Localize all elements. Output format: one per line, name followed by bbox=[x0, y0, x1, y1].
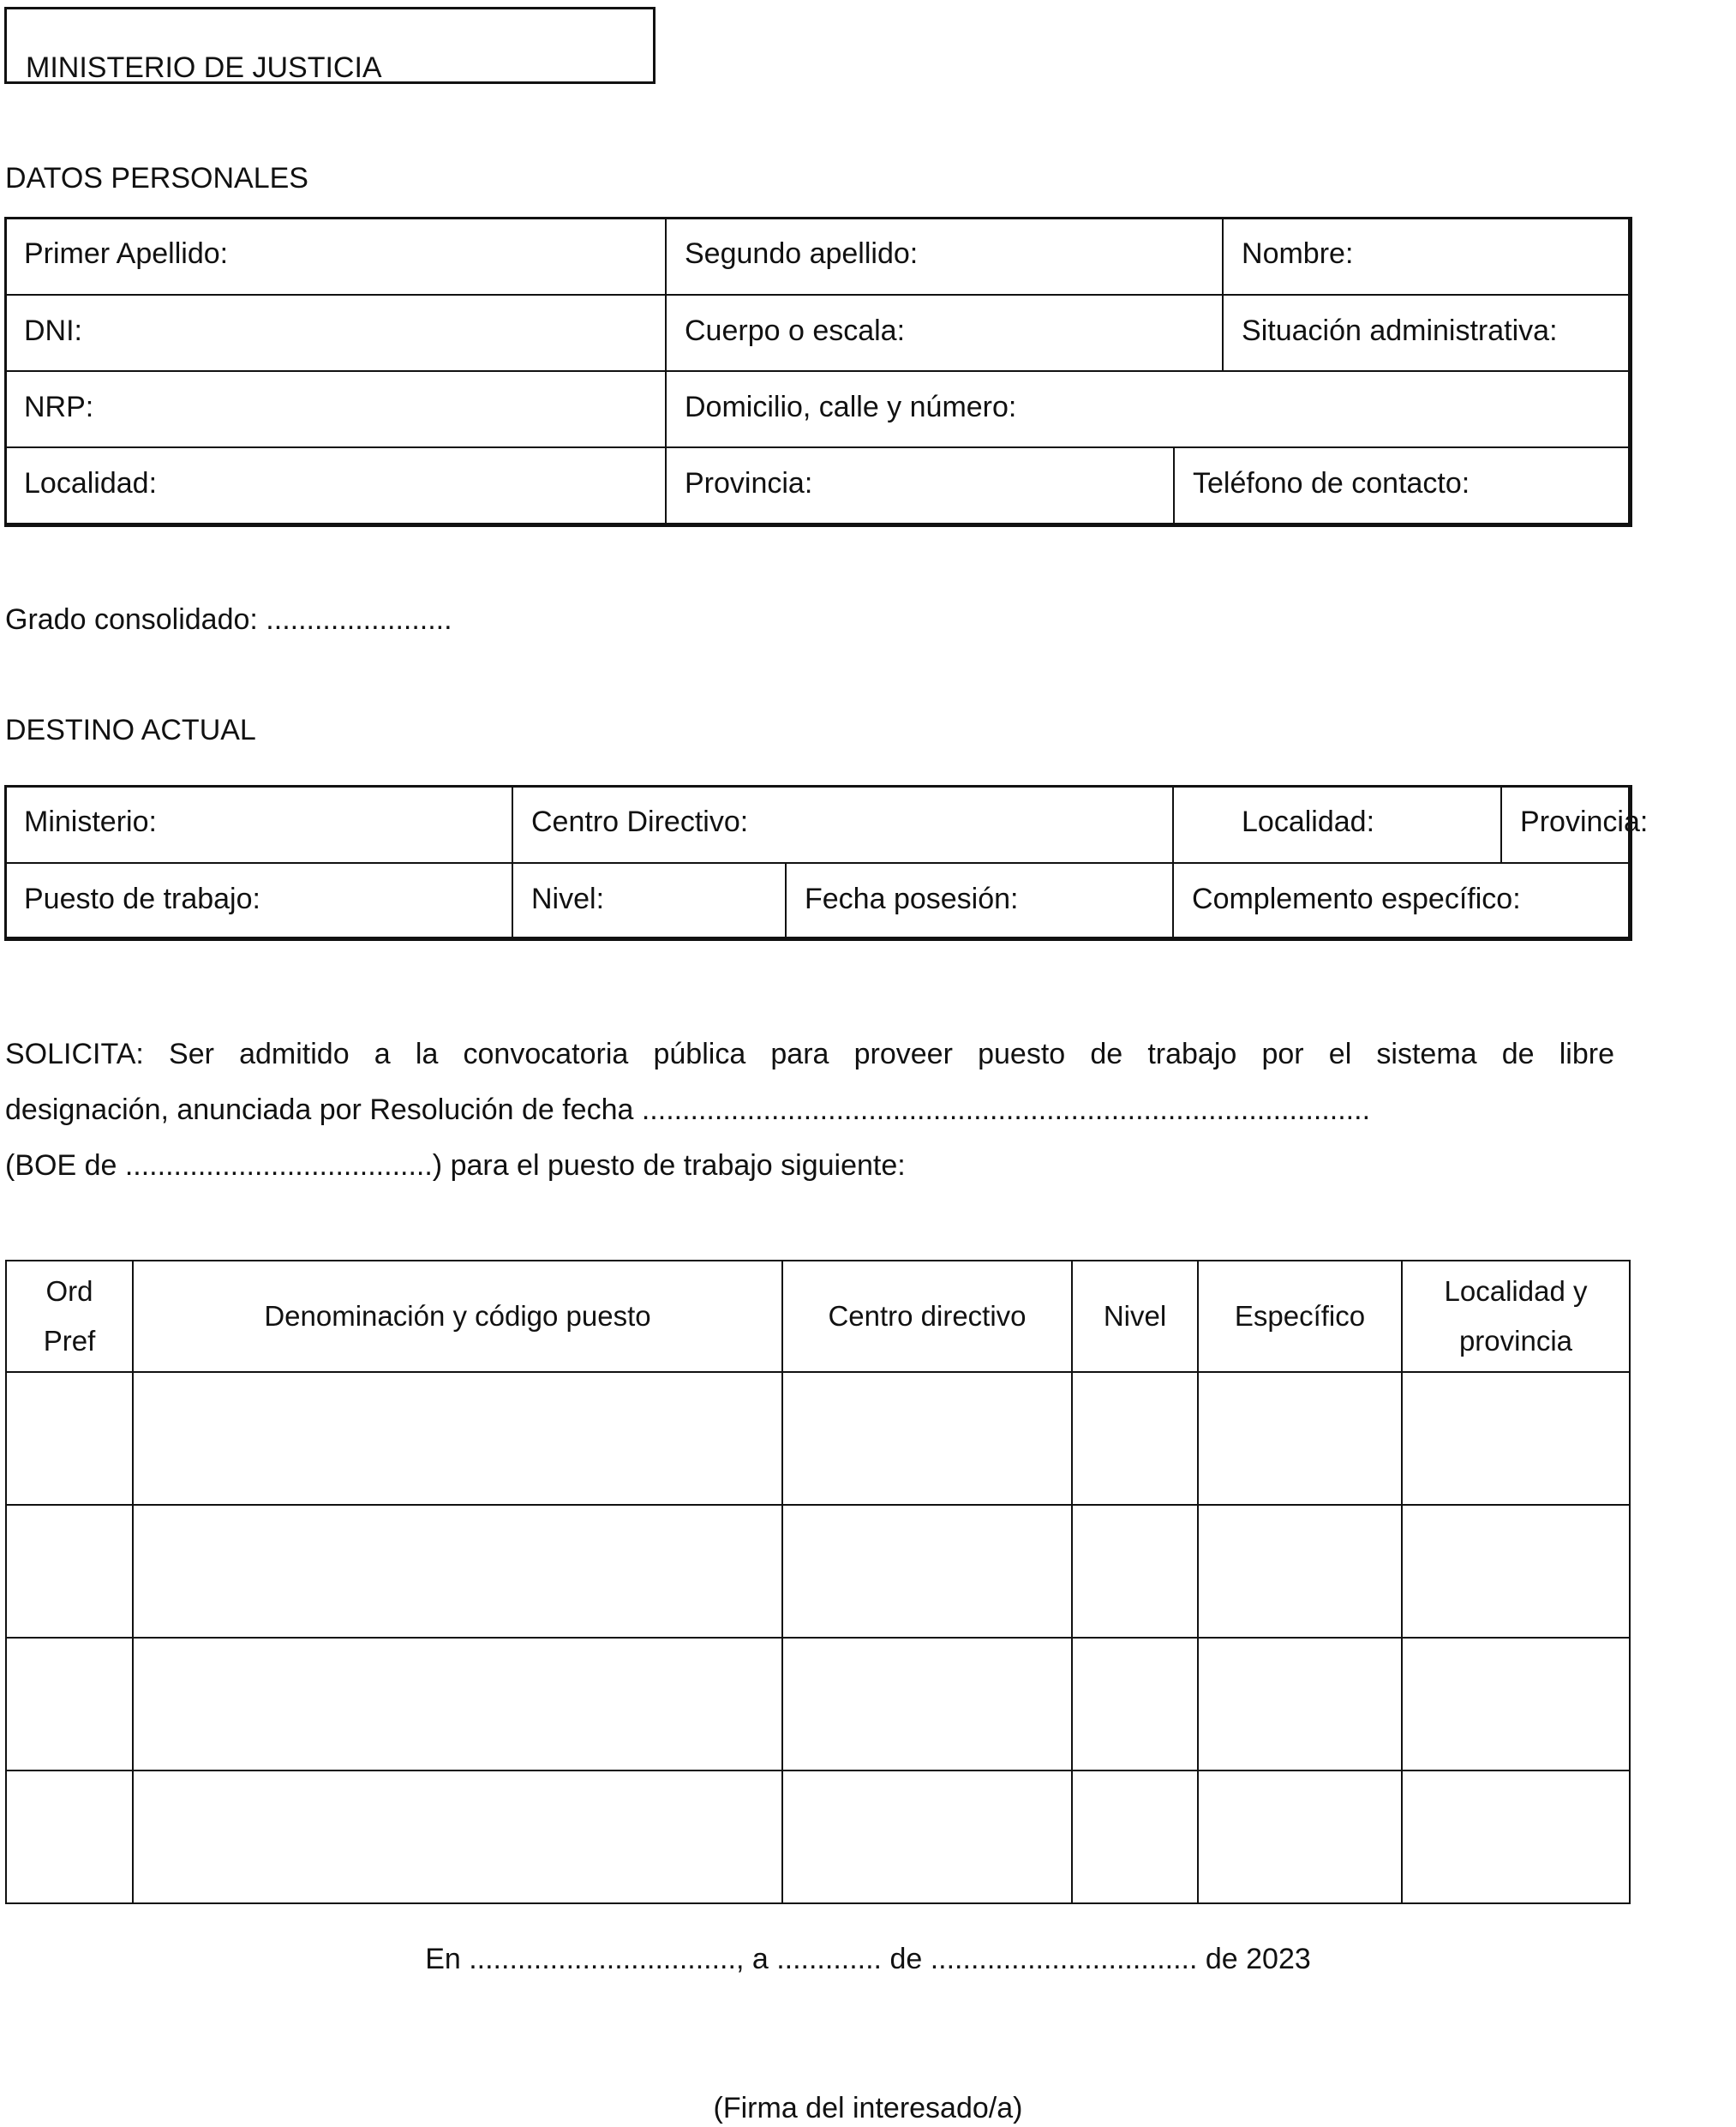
place-date-line: En ................................., a ............. de ................................. de 2023 bbox=[425, 1943, 1311, 1975]
row-2-centro-cell[interactable] bbox=[782, 1505, 1072, 1638]
row-1-centro-cell[interactable] bbox=[782, 1372, 1072, 1505]
cuerpo-label: Cuerpo o escala: bbox=[685, 315, 906, 347]
provincia-label: Provincia: bbox=[685, 467, 813, 500]
destino-provincia-label: Provincia: bbox=[1520, 806, 1649, 838]
puestos-header-row bbox=[6, 1261, 1630, 1372]
complemento-label: Complemento específico: bbox=[1192, 883, 1521, 915]
situacion-field[interactable] bbox=[1223, 295, 1631, 371]
segundo-apellido-field[interactable] bbox=[666, 218, 1223, 295]
signature-caption: (Firma del interesado/a) bbox=[713, 2092, 1023, 2124]
destino-provincia-field[interactable] bbox=[1501, 786, 1649, 863]
localidad-field[interactable] bbox=[5, 447, 666, 526]
destino-localidad-label: Localidad: bbox=[1242, 806, 1375, 838]
personal-data-table bbox=[4, 217, 1631, 525]
cuerpo-field[interactable] bbox=[666, 295, 1223, 371]
table-row bbox=[6, 1771, 1630, 1903]
ministry-name: MINISTERIO DE JUSTICIA bbox=[26, 51, 382, 84]
primer-apellido-label: Primer Apellido: bbox=[24, 237, 229, 270]
personal-data-title: DATOS PERSONALES bbox=[5, 162, 308, 195]
row-1-nivel-cell[interactable] bbox=[1072, 1372, 1198, 1505]
row-1-denominacion-cell[interactable] bbox=[133, 1372, 782, 1505]
solicita-line-3: (BOE de ......................................) para el puesto de trabajo siguiente: bbox=[5, 1149, 906, 1182]
row-3-ord-cell[interactable] bbox=[6, 1638, 133, 1771]
row-2-nivel-cell[interactable] bbox=[1072, 1505, 1198, 1638]
ministerio-label: Ministerio: bbox=[24, 806, 157, 838]
ministry-header-box bbox=[4, 7, 655, 84]
row-4-denominacion-cell[interactable] bbox=[133, 1771, 782, 1903]
row-3-denominacion-cell[interactable] bbox=[133, 1638, 782, 1771]
solicita-line-1: SOLICITA: Ser admitido a la convocatoria pública para proveer puesto de trabajo por el sistema de libre bbox=[5, 1038, 1614, 1070]
row-2-localidad-cell[interactable] bbox=[1402, 1505, 1630, 1638]
header-denominacion: Denominación y código puesto bbox=[133, 1261, 782, 1372]
puesto-trabajo-field[interactable] bbox=[5, 863, 512, 940]
nivel-label: Nivel: bbox=[531, 883, 605, 915]
centro-directivo-label: Centro Directivo: bbox=[531, 806, 749, 838]
localidad-label: Localidad: bbox=[24, 467, 158, 500]
situacion-label: Situación administrativa: bbox=[1242, 315, 1558, 347]
puesto-trabajo-label: Puesto de trabajo: bbox=[24, 883, 260, 915]
row-4-nivel-cell[interactable] bbox=[1072, 1771, 1198, 1903]
row-1-especifico-cell[interactable] bbox=[1198, 1372, 1402, 1505]
table-row bbox=[6, 1505, 1630, 1638]
nombre-field[interactable] bbox=[1223, 218, 1631, 295]
grado-consolidado: Grado consolidado: ....................... bbox=[5, 603, 452, 636]
row-2-ord-cell[interactable] bbox=[6, 1505, 133, 1638]
primer-apellido-field[interactable] bbox=[5, 218, 666, 295]
nrp-field[interactable] bbox=[5, 371, 666, 447]
row-4-ord-cell[interactable] bbox=[6, 1771, 133, 1903]
header-centro-directivo: Centro directivo bbox=[782, 1261, 1072, 1372]
complemento-field[interactable] bbox=[1173, 863, 1631, 940]
ministerio-field[interactable] bbox=[5, 786, 512, 863]
row-3-especifico-cell[interactable] bbox=[1198, 1638, 1402, 1771]
domicilio-field[interactable] bbox=[666, 371, 1631, 447]
centro-directivo-field[interactable] bbox=[512, 786, 1173, 863]
row-1-ord-cell[interactable] bbox=[6, 1372, 133, 1505]
telefono-label: Teléfono de contacto: bbox=[1193, 467, 1470, 500]
row-3-nivel-cell[interactable] bbox=[1072, 1638, 1198, 1771]
header-localidad-provincia: Localidad y provincia bbox=[1402, 1261, 1630, 1372]
dni-field[interactable] bbox=[5, 295, 666, 371]
nombre-label: Nombre: bbox=[1242, 237, 1354, 270]
row-2-especifico-cell[interactable] bbox=[1198, 1505, 1402, 1638]
row-4-localidad-cell[interactable] bbox=[1402, 1771, 1630, 1903]
telefono-field[interactable] bbox=[1174, 447, 1631, 526]
fecha-posesion-label: Fecha posesión: bbox=[805, 883, 1019, 915]
row-4-centro-cell[interactable] bbox=[782, 1771, 1072, 1903]
nivel-field[interactable] bbox=[512, 863, 786, 940]
nrp-label: NRP: bbox=[24, 391, 94, 423]
row-3-centro-cell[interactable] bbox=[782, 1638, 1072, 1771]
puestos-table bbox=[5, 1260, 1631, 1904]
row-4-especifico-cell[interactable] bbox=[1198, 1771, 1402, 1903]
solicita-line-2: designación, anunciada por Resolución de fecha .......................................................................................... bbox=[5, 1093, 1371, 1126]
domicilio-label: Domicilio, calle y número: bbox=[685, 391, 1017, 423]
fecha-posesion-field[interactable] bbox=[786, 863, 1173, 940]
table-row bbox=[6, 1372, 1630, 1505]
header-especifico: Específico bbox=[1198, 1261, 1402, 1372]
provincia-field[interactable] bbox=[666, 447, 1174, 526]
segundo-apellido-label: Segundo apellido: bbox=[685, 237, 919, 270]
table-row bbox=[6, 1638, 1630, 1771]
solicita-paragraph bbox=[5, 1027, 1614, 1194]
destino-actual-table bbox=[4, 785, 1649, 939]
dni-label: DNI: bbox=[24, 315, 82, 347]
row-2-denominacion-cell[interactable] bbox=[133, 1505, 782, 1638]
destino-localidad-field[interactable] bbox=[1173, 786, 1501, 863]
row-1-localidad-cell[interactable] bbox=[1402, 1372, 1630, 1505]
header-ord-pref: Ord Pref bbox=[6, 1261, 133, 1372]
header-nivel: Nivel bbox=[1072, 1261, 1198, 1372]
row-3-localidad-cell[interactable] bbox=[1402, 1638, 1630, 1771]
destino-actual-title: DESTINO ACTUAL bbox=[5, 714, 256, 746]
